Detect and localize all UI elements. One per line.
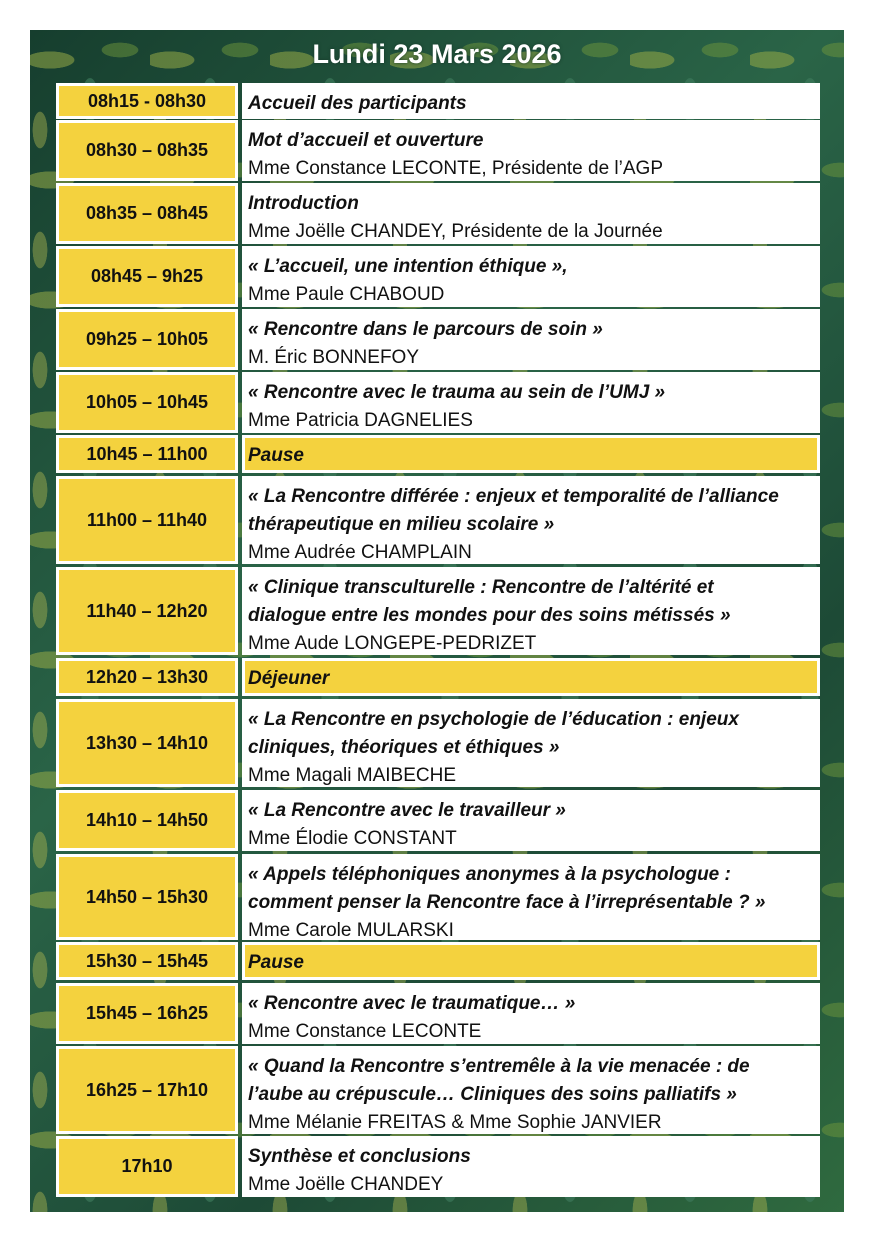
session-content: [242, 983, 820, 1044]
schedule-row: [56, 1046, 820, 1134]
schedule-row: [56, 246, 820, 307]
session-title: « Rencontre avec le traumatique… »: [248, 993, 576, 1014]
session-content: [242, 1046, 820, 1134]
session-title: « La Rencontre avec le travailleur »: [248, 800, 566, 821]
time-slot: 08h35 – 08h45: [56, 183, 238, 244]
speaker: M. Éric BONNEFOY: [248, 347, 420, 368]
time-slot: 12h20 – 13h30: [56, 658, 238, 696]
schedule-row: [56, 120, 820, 181]
time-slot: 13h30 – 14h10: [56, 699, 238, 787]
session-content: [242, 309, 820, 370]
session-title: Déjeuner: [248, 668, 330, 689]
time-slot: 11h40 – 12h20: [56, 567, 238, 655]
schedule-row: [56, 567, 820, 655]
time-slot: 08h15 - 08h30: [56, 83, 238, 119]
speaker: Mme Audrée CHAMPLAIN: [248, 542, 472, 563]
schedule-row: [56, 983, 820, 1044]
schedule-row: [56, 476, 820, 564]
session-content: [242, 567, 820, 655]
schedule-row: [56, 1136, 820, 1197]
time-slot: 09h25 – 10h05: [56, 309, 238, 370]
schedule-row: [56, 309, 820, 370]
schedule-row: [56, 658, 820, 696]
schedule-row: [56, 83, 820, 119]
speaker: Mme Aude LONGEPE-PEDRIZET: [248, 633, 537, 654]
session-title-line: comment penser la Rencontre face à l’irreprésentable ? »: [248, 892, 766, 913]
time-slot: 15h45 – 16h25: [56, 983, 238, 1044]
session-content: [242, 120, 820, 181]
session-title: « Rencontre avec le trauma au sein de l’UMJ »: [248, 382, 666, 403]
session-title-line: « La Rencontre différée : enjeux et temporalité de l’alliance: [248, 486, 779, 507]
speaker: Mme Constance LECONTE, Présidente de l’AGP: [248, 158, 664, 179]
session-title: Synthèse et conclusions: [248, 1146, 471, 1167]
session-content: [242, 699, 820, 787]
speaker: Mme Paule CHABOUD: [248, 284, 445, 305]
session-title: « Rencontre dans le parcours de soin »: [248, 319, 603, 340]
time-slot: 16h25 – 17h10: [56, 1046, 238, 1134]
session-content: [242, 942, 820, 980]
page-title: Lundi 23 Mars 2026: [312, 39, 562, 69]
speaker: Mme Magali MAIBECHE: [248, 765, 456, 786]
session-title: Pause: [248, 952, 304, 973]
session-title: « L’accueil, une intention éthique »,: [248, 256, 568, 277]
session-content: [242, 183, 820, 244]
speaker: Mme Joëlle CHANDEY, Présidente de la Journée: [248, 221, 663, 242]
session-content: [242, 83, 820, 119]
schedule-row: [56, 790, 820, 851]
speaker: Mme Joëlle CHANDEY: [248, 1174, 444, 1195]
schedule-row: [56, 854, 820, 940]
session-title: Accueil des participants: [248, 93, 467, 114]
session-title: Pause: [248, 445, 304, 466]
schedule-panel: [30, 30, 844, 1212]
session-title-line: « Appels téléphoniques anonymes à la psychologue :: [248, 864, 731, 885]
time-slot: 10h45 – 11h00: [56, 435, 238, 473]
session-title-line: cliniques, théoriques et éthiques »: [248, 737, 560, 758]
schedule-row: [56, 183, 820, 244]
schedule-row: [56, 942, 820, 980]
speaker: Mme Carole MULARSKI: [248, 920, 454, 941]
session-title-line: dialogue entre les mondes pour des soins métissés »: [248, 605, 731, 626]
schedule-row: [56, 372, 820, 433]
time-slot: 10h05 – 10h45: [56, 372, 238, 433]
session-content: [242, 854, 820, 940]
time-slot: 14h50 – 15h30: [56, 854, 238, 940]
session-content: [242, 1136, 820, 1197]
time-slot: 15h30 – 15h45: [56, 942, 238, 980]
time-slot: 14h10 – 14h50: [56, 790, 238, 851]
session-content: [242, 658, 820, 696]
speaker: Mme Élodie CONSTANT: [248, 828, 457, 849]
session-content: [242, 372, 820, 433]
session-title-line: l’aube au crépuscule… Cliniques des soins palliatifs »: [248, 1084, 737, 1105]
session-title: Mot d’accueil et ouverture: [248, 130, 484, 151]
time-slot: 08h45 – 9h25: [56, 246, 238, 307]
time-slot: 17h10: [56, 1136, 238, 1197]
session-content: [242, 790, 820, 851]
time-slot: 08h30 – 08h35: [56, 120, 238, 181]
session-title: Introduction: [248, 193, 359, 214]
schedule-row: [56, 435, 820, 473]
session-title-line: « Clinique transculturelle : Rencontre de l’altérité et: [248, 577, 714, 598]
session-content: [242, 246, 820, 307]
speaker: Mme Patricia DAGNELIES: [248, 410, 473, 431]
session-title-line: thérapeutique en milieu scolaire »: [248, 514, 555, 535]
session-content: [242, 476, 820, 564]
speaker: Mme Mélanie FREITAS & Mme Sophie JANVIER: [248, 1112, 662, 1133]
schedule-row: [56, 699, 820, 787]
speaker: Mme Constance LECONTE: [248, 1021, 482, 1042]
session-title-line: « Quand la Rencontre s’entremêle à la vie menacée : de: [248, 1056, 750, 1077]
time-slot: 11h00 – 11h40: [56, 476, 238, 564]
session-content: [242, 435, 820, 473]
session-title-line: « La Rencontre en psychologie de l’éducation : enjeux: [248, 709, 739, 730]
